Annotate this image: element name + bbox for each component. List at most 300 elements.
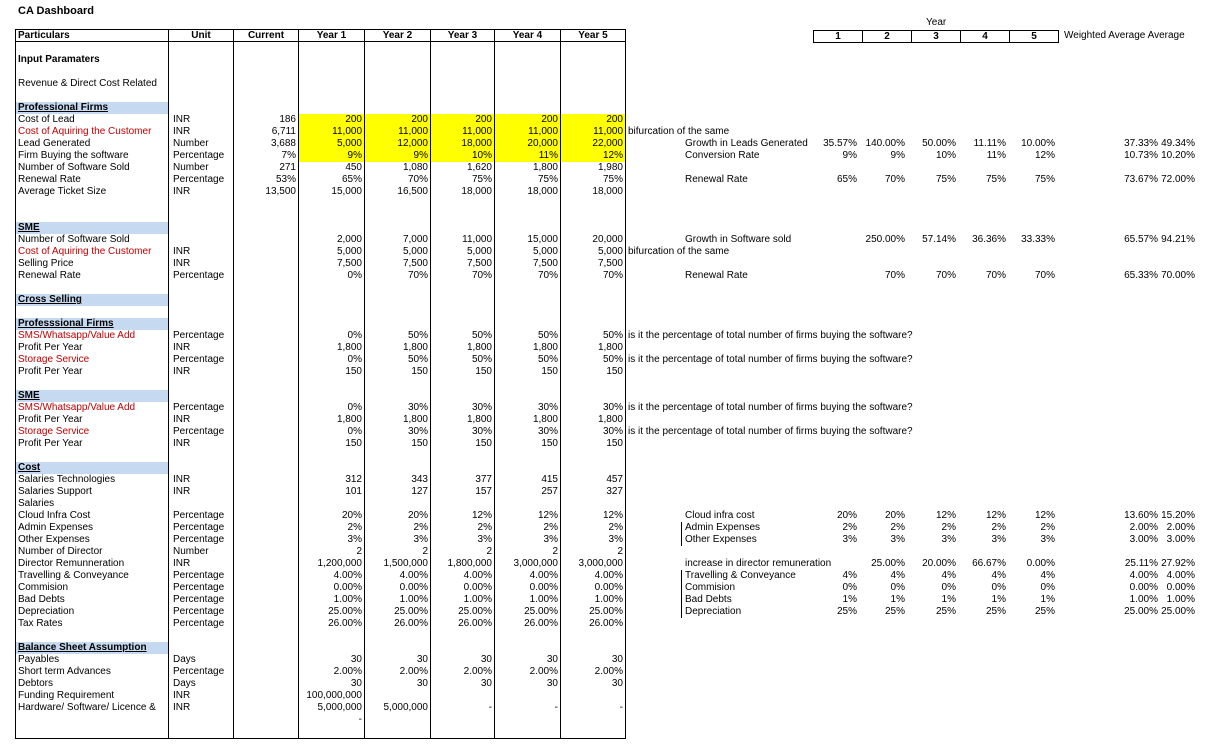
year-4-cell[interactable]: [495, 54, 561, 66]
current-cell[interactable]: [234, 558, 299, 570]
metric-year-5[interactable]: 12%: [1034, 150, 1055, 161]
metric-year-2[interactable]: 0%: [890, 582, 905, 593]
metric-year-3[interactable]: 70%: [935, 270, 956, 281]
unit-cell[interactable]: [169, 498, 234, 510]
year-3-cell[interactable]: 12%: [431, 510, 495, 522]
year-2-cell[interactable]: 30: [365, 678, 431, 690]
unit-cell[interactable]: INR: [169, 438, 234, 450]
metric-weighted-average[interactable]: 4.00%: [1129, 570, 1158, 581]
year-5-cell[interactable]: 30: [561, 678, 626, 690]
metric-year-2[interactable]: 3%: [890, 534, 905, 545]
year-2-cell[interactable]: [365, 498, 431, 510]
current-cell[interactable]: [234, 678, 299, 690]
year-5-cell[interactable]: [561, 498, 626, 510]
year-5-cell[interactable]: 30%: [561, 402, 626, 414]
year-4-cell[interactable]: 25.00%: [495, 606, 561, 618]
metric-year-3[interactable]: 10%: [935, 150, 956, 161]
year-1-cell[interactable]: 101: [299, 486, 365, 498]
year-3-cell[interactable]: 7,500: [431, 258, 495, 270]
year-3-cell[interactable]: 200: [431, 114, 495, 126]
unit-cell[interactable]: [169, 210, 234, 222]
year-4-cell[interactable]: 0.00%: [495, 582, 561, 594]
year-3-cell[interactable]: 4.00%: [431, 570, 495, 582]
metric-year-5[interactable]: 2%: [1040, 522, 1055, 533]
unit-cell[interactable]: INR: [169, 342, 234, 354]
year-3-cell[interactable]: [431, 90, 495, 102]
metric-year-3[interactable]: 4%: [941, 570, 956, 581]
metric-average[interactable]: 0.00%: [1166, 582, 1195, 593]
year-2-cell[interactable]: 2.00%: [365, 666, 431, 678]
metric-year-5[interactable]: 0%: [1040, 582, 1055, 593]
year-2-cell[interactable]: 11,000: [365, 126, 431, 138]
year-header-4[interactable]: 4: [961, 31, 1010, 43]
current-cell[interactable]: [234, 654, 299, 666]
year-2-cell[interactable]: 30%: [365, 426, 431, 438]
year-4-cell[interactable]: [495, 714, 561, 726]
current-cell[interactable]: [234, 270, 299, 282]
year-5-cell[interactable]: 50%: [561, 354, 626, 366]
year-2-cell[interactable]: 3%: [365, 534, 431, 546]
year-2-cell[interactable]: 16,500: [365, 186, 431, 198]
row-label[interactable]: SME: [16, 390, 169, 402]
unit-cell[interactable]: Percentage: [169, 618, 234, 630]
year-2-cell[interactable]: 50%: [365, 354, 431, 366]
year-4-cell[interactable]: [495, 726, 561, 739]
row-label[interactable]: [16, 282, 169, 294]
metric-average[interactable]: 94.21%: [1161, 234, 1195, 245]
metric-year-2[interactable]: 2%: [890, 522, 905, 533]
year-1-cell[interactable]: 0%: [299, 270, 365, 282]
year-5-cell[interactable]: 50%: [561, 330, 626, 342]
metric-weighted-average[interactable]: 0.00%: [1129, 582, 1158, 593]
row-label[interactable]: [16, 450, 169, 462]
unit-cell[interactable]: Number: [169, 162, 234, 174]
metric-year-2[interactable]: 9%: [890, 150, 905, 161]
year-4-cell[interactable]: 3%: [495, 534, 561, 546]
unit-cell[interactable]: INR: [169, 690, 234, 702]
row-label[interactable]: [16, 66, 169, 78]
year-2-cell[interactable]: 30: [365, 654, 431, 666]
row-label[interactable]: Admin Expenses: [16, 522, 169, 534]
year-4-cell[interactable]: 200: [495, 114, 561, 126]
year-2-cell[interactable]: 5,000,000: [365, 702, 431, 714]
metric-year-5[interactable]: 25%: [1034, 606, 1055, 617]
current-cell[interactable]: 6,711: [234, 126, 299, 138]
year-2-cell[interactable]: 12,000: [365, 138, 431, 150]
year-3-cell[interactable]: [431, 690, 495, 702]
row-label[interactable]: Tax Rates: [16, 618, 169, 630]
metric-year-2[interactable]: 25%: [884, 606, 905, 617]
unit-cell[interactable]: INR: [169, 246, 234, 258]
metric-year-5[interactable]: 1%: [1040, 594, 1055, 605]
year-2-cell[interactable]: [365, 210, 431, 222]
year-2-cell[interactable]: 2: [365, 546, 431, 558]
year-4-cell[interactable]: 12%: [495, 510, 561, 522]
year-3-cell[interactable]: [431, 54, 495, 66]
unit-cell[interactable]: Percentage: [169, 534, 234, 546]
year-2-cell[interactable]: 70%: [365, 174, 431, 186]
year-3-cell[interactable]: [431, 390, 495, 402]
year-4-cell[interactable]: 50%: [495, 354, 561, 366]
year-3-cell[interactable]: 50%: [431, 330, 495, 342]
year-2-cell[interactable]: 7,000: [365, 234, 431, 246]
metric-weighted-average[interactable]: 13.60%: [1124, 510, 1158, 521]
row-label[interactable]: Salaries Technologies: [16, 474, 169, 486]
year-5-cell[interactable]: 1.00%: [561, 594, 626, 606]
year-5-cell[interactable]: 5,000: [561, 246, 626, 258]
year-3-cell[interactable]: 2%: [431, 522, 495, 534]
header-year-3[interactable]: Year 3: [431, 30, 495, 42]
year-2-cell[interactable]: [365, 726, 431, 739]
year-5-cell[interactable]: [561, 210, 626, 222]
header-unit[interactable]: Unit: [169, 30, 234, 42]
year-1-cell[interactable]: [299, 42, 365, 55]
year-1-cell[interactable]: 3%: [299, 534, 365, 546]
current-cell[interactable]: [234, 282, 299, 294]
row-label[interactable]: Hardware/ Software/ Licence &: [16, 702, 169, 714]
year-2-cell[interactable]: [365, 294, 431, 306]
year-3-cell[interactable]: [431, 726, 495, 739]
year-5-cell[interactable]: 150: [561, 366, 626, 378]
year-1-cell[interactable]: [299, 462, 365, 474]
year-header-3[interactable]: 3: [912, 31, 961, 43]
metric-year-1[interactable]: 1%: [842, 594, 857, 605]
metric-year-3[interactable]: 3%: [941, 534, 956, 545]
current-cell[interactable]: [234, 234, 299, 246]
year-3-cell[interactable]: 1.00%: [431, 594, 495, 606]
year-3-cell[interactable]: [431, 282, 495, 294]
metric-year-2[interactable]: 70%: [884, 270, 905, 281]
year-4-cell[interactable]: 150: [495, 438, 561, 450]
current-cell[interactable]: [234, 426, 299, 438]
metric-year-3[interactable]: 50.00%: [922, 138, 956, 149]
current-cell[interactable]: 13,500: [234, 186, 299, 198]
current-cell[interactable]: [234, 102, 299, 114]
year-4-cell[interactable]: 30%: [495, 426, 561, 438]
year-3-cell[interactable]: 26.00%: [431, 618, 495, 630]
unit-cell[interactable]: Percentage: [169, 522, 234, 534]
year-5-cell[interactable]: 30%: [561, 426, 626, 438]
current-cell[interactable]: [234, 246, 299, 258]
metric-year-5[interactable]: 10.00%: [1021, 138, 1055, 149]
row-label[interactable]: Profit Per Year: [16, 414, 169, 426]
year-4-cell[interactable]: 2%: [495, 522, 561, 534]
year-1-cell[interactable]: [299, 282, 365, 294]
current-cell[interactable]: [234, 42, 299, 55]
current-cell[interactable]: 53%: [234, 174, 299, 186]
unit-cell[interactable]: INR: [169, 474, 234, 486]
year-1-cell[interactable]: 1,800: [299, 414, 365, 426]
current-cell[interactable]: 7%: [234, 150, 299, 162]
current-cell[interactable]: [234, 702, 299, 714]
year-4-cell[interactable]: 11,000: [495, 126, 561, 138]
year-1-cell[interactable]: [299, 90, 365, 102]
row-label[interactable]: Professsional Firms: [16, 318, 169, 330]
year-3-cell[interactable]: 30: [431, 654, 495, 666]
year-4-cell[interactable]: 18,000: [495, 186, 561, 198]
unit-cell[interactable]: [169, 390, 234, 402]
year-1-cell[interactable]: 450: [299, 162, 365, 174]
year-1-cell[interactable]: 200: [299, 114, 365, 126]
year-5-cell[interactable]: [561, 294, 626, 306]
year-4-cell[interactable]: [495, 378, 561, 390]
year-5-cell[interactable]: 3%: [561, 534, 626, 546]
year-4-cell[interactable]: 3,000,000: [495, 558, 561, 570]
year-5-cell[interactable]: 2%: [561, 522, 626, 534]
row-label[interactable]: [16, 378, 169, 390]
year-2-cell[interactable]: [365, 222, 431, 234]
year-1-cell[interactable]: 26.00%: [299, 618, 365, 630]
year-3-cell[interactable]: [431, 642, 495, 654]
row-label[interactable]: Balance Sheet Assumption: [16, 642, 169, 654]
row-label[interactable]: Cost of Lead: [16, 114, 169, 126]
year-3-cell[interactable]: [431, 630, 495, 642]
year-4-cell[interactable]: 70%: [495, 270, 561, 282]
unit-cell[interactable]: [169, 222, 234, 234]
row-label[interactable]: Other Expenses: [16, 534, 169, 546]
year-3-cell[interactable]: 5,000: [431, 246, 495, 258]
year-1-cell[interactable]: 4.00%: [299, 570, 365, 582]
current-cell[interactable]: [234, 378, 299, 390]
metric-year-2[interactable]: 1%: [890, 594, 905, 605]
metric-year-2[interactable]: 20%: [884, 510, 905, 521]
unit-cell[interactable]: [169, 282, 234, 294]
header-particulars[interactable]: Particulars: [16, 30, 169, 42]
current-cell[interactable]: [234, 354, 299, 366]
year-5-cell[interactable]: [561, 306, 626, 318]
year-5-cell[interactable]: [561, 54, 626, 66]
current-cell[interactable]: [234, 342, 299, 354]
year-2-cell[interactable]: [365, 42, 431, 55]
year-3-cell[interactable]: 150: [431, 366, 495, 378]
year-4-cell[interactable]: [495, 462, 561, 474]
metric-year-5[interactable]: 70%: [1034, 270, 1055, 281]
metric-year-3[interactable]: 75%: [935, 174, 956, 185]
year-5-cell[interactable]: -: [561, 702, 626, 714]
year-1-cell[interactable]: 1,200,000: [299, 558, 365, 570]
year-4-cell[interactable]: 2.00%: [495, 666, 561, 678]
row-label[interactable]: Profit Per Year: [16, 438, 169, 450]
row-label[interactable]: Profit Per Year: [16, 366, 169, 378]
year-2-cell[interactable]: [365, 282, 431, 294]
row-label[interactable]: SMS/Whatsapp/Value Add: [16, 402, 169, 414]
metric-year-3[interactable]: 12%: [935, 510, 956, 521]
year-5-cell[interactable]: [561, 282, 626, 294]
row-label[interactable]: [16, 630, 169, 642]
metric-average[interactable]: 49.34%: [1161, 138, 1195, 149]
row-label[interactable]: SMS/Whatsapp/Value Add: [16, 330, 169, 342]
row-label[interactable]: Storage Service: [16, 354, 169, 366]
row-label[interactable]: Number of Software Sold: [16, 162, 169, 174]
year-4-cell[interactable]: 1,800: [495, 414, 561, 426]
metric-weighted-average[interactable]: 25.00%: [1124, 606, 1158, 617]
current-cell[interactable]: [234, 318, 299, 330]
year-1-cell[interactable]: 2.00%: [299, 666, 365, 678]
year-4-cell[interactable]: 7,500: [495, 258, 561, 270]
year-1-cell[interactable]: 0.00%: [299, 582, 365, 594]
year-2-cell[interactable]: [365, 390, 431, 402]
row-label[interactable]: Cross Selling: [16, 294, 169, 306]
year-4-cell[interactable]: [495, 90, 561, 102]
metric-year-2[interactable]: 140.00%: [865, 138, 905, 149]
year-1-cell[interactable]: 1.00%: [299, 594, 365, 606]
year-1-cell[interactable]: 30: [299, 654, 365, 666]
year-header-5[interactable]: 5: [1010, 31, 1059, 43]
year-5-cell[interactable]: 1,800: [561, 342, 626, 354]
metric-year-4[interactable]: 75%: [985, 174, 1006, 185]
year-3-cell[interactable]: 18,000: [431, 186, 495, 198]
year-1-cell[interactable]: [299, 102, 365, 114]
current-cell[interactable]: [234, 438, 299, 450]
year-4-cell[interactable]: [495, 198, 561, 210]
year-4-cell[interactable]: [495, 630, 561, 642]
year-2-cell[interactable]: [365, 198, 431, 210]
year-1-cell[interactable]: [299, 390, 365, 402]
unit-cell[interactable]: [169, 642, 234, 654]
metric-year-3[interactable]: 57.14%: [922, 234, 956, 245]
current-cell[interactable]: [234, 78, 299, 90]
metric-year-3[interactable]: 20.00%: [922, 558, 956, 569]
current-cell[interactable]: 186: [234, 114, 299, 126]
metric-average[interactable]: 15.20%: [1161, 510, 1195, 521]
year-3-cell[interactable]: 0.00%: [431, 582, 495, 594]
year-4-cell[interactable]: 5,000: [495, 246, 561, 258]
unit-cell[interactable]: [169, 66, 234, 78]
metric-year-4[interactable]: 2%: [991, 522, 1006, 533]
year-3-cell[interactable]: 11,000: [431, 234, 495, 246]
year-4-cell[interactable]: [495, 450, 561, 462]
metric-average[interactable]: 4.00%: [1166, 570, 1195, 581]
year-2-cell[interactable]: 5,000: [365, 246, 431, 258]
year-5-cell[interactable]: 150: [561, 438, 626, 450]
metric-weighted-average[interactable]: 3.00%: [1129, 534, 1158, 545]
year-2-cell[interactable]: 1,080: [365, 162, 431, 174]
year-5-cell[interactable]: [561, 102, 626, 114]
row-label[interactable]: Selling Price: [16, 258, 169, 270]
year-1-cell[interactable]: 20%: [299, 510, 365, 522]
year-2-cell[interactable]: 343: [365, 474, 431, 486]
year-1-cell[interactable]: 150: [299, 366, 365, 378]
year-1-cell[interactable]: 5,000,000: [299, 702, 365, 714]
year-1-cell[interactable]: 2,000: [299, 234, 365, 246]
year-1-cell[interactable]: [299, 318, 365, 330]
row-label[interactable]: Revenue & Direct Cost Related: [16, 78, 169, 90]
year-1-cell[interactable]: 312: [299, 474, 365, 486]
row-label[interactable]: [16, 210, 169, 222]
year-4-cell[interactable]: 1.00%: [495, 594, 561, 606]
year-2-cell[interactable]: 26.00%: [365, 618, 431, 630]
current-cell[interactable]: 271: [234, 162, 299, 174]
metric-year-4[interactable]: 66.67%: [972, 558, 1006, 569]
year-5-cell[interactable]: [561, 462, 626, 474]
year-3-cell[interactable]: 30%: [431, 402, 495, 414]
unit-cell[interactable]: [169, 726, 234, 739]
metric-year-4[interactable]: 11.11%: [973, 138, 1006, 149]
year-1-cell[interactable]: 5,000: [299, 246, 365, 258]
unit-cell[interactable]: Percentage: [169, 666, 234, 678]
row-label[interactable]: Professional Firms: [16, 102, 169, 114]
year-2-cell[interactable]: [365, 462, 431, 474]
unit-cell[interactable]: Percentage: [169, 150, 234, 162]
year-3-cell[interactable]: [431, 306, 495, 318]
year-4-cell[interactable]: 30: [495, 678, 561, 690]
current-cell[interactable]: [234, 522, 299, 534]
year-4-cell[interactable]: -: [495, 702, 561, 714]
metric-year-4[interactable]: 70%: [985, 270, 1006, 281]
year-3-cell[interactable]: [431, 210, 495, 222]
row-label[interactable]: Number of Software Sold: [16, 234, 169, 246]
year-4-cell[interactable]: 1,800: [495, 342, 561, 354]
metric-average[interactable]: 72.00%: [1161, 174, 1195, 185]
year-1-cell[interactable]: [299, 210, 365, 222]
year-2-cell[interactable]: [365, 78, 431, 90]
year-4-cell[interactable]: [495, 306, 561, 318]
year-3-cell[interactable]: 30: [431, 678, 495, 690]
year-3-cell[interactable]: 2.00%: [431, 666, 495, 678]
year-3-cell[interactable]: -: [431, 702, 495, 714]
current-cell[interactable]: [234, 294, 299, 306]
year-3-cell[interactable]: 377: [431, 474, 495, 486]
year-2-cell[interactable]: [365, 90, 431, 102]
unit-cell[interactable]: [169, 90, 234, 102]
year-5-cell[interactable]: 4.00%: [561, 570, 626, 582]
year-5-cell[interactable]: 457: [561, 474, 626, 486]
year-header-2[interactable]: 2: [863, 31, 912, 43]
unit-cell[interactable]: [169, 234, 234, 246]
metric-weighted-average[interactable]: 1.00%: [1129, 594, 1158, 605]
year-1-cell[interactable]: [299, 54, 365, 66]
unit-cell[interactable]: Percentage: [169, 330, 234, 342]
year-2-cell[interactable]: 1,800: [365, 342, 431, 354]
year-1-cell[interactable]: [299, 498, 365, 510]
metric-year-1[interactable]: 20%: [836, 510, 857, 521]
current-cell[interactable]: [234, 258, 299, 270]
year-2-cell[interactable]: 150: [365, 438, 431, 450]
year-3-cell[interactable]: [431, 462, 495, 474]
year-3-cell[interactable]: 30%: [431, 426, 495, 438]
unit-cell[interactable]: Percentage: [169, 402, 234, 414]
metric-year-3[interactable]: 1%: [941, 594, 956, 605]
metric-year-1[interactable]: 0%: [842, 582, 857, 593]
year-2-cell[interactable]: [365, 306, 431, 318]
year-3-cell[interactable]: 75%: [431, 174, 495, 186]
current-cell[interactable]: [234, 726, 299, 739]
unit-cell[interactable]: INR: [169, 366, 234, 378]
current-cell[interactable]: [234, 630, 299, 642]
year-3-cell[interactable]: [431, 318, 495, 330]
row-label[interactable]: Director Remunneration: [16, 558, 169, 570]
row-label[interactable]: [16, 42, 169, 55]
metric-year-4[interactable]: 4%: [991, 570, 1006, 581]
year-5-cell[interactable]: [561, 378, 626, 390]
metric-year-1[interactable]: 4%: [842, 570, 857, 581]
year-4-cell[interactable]: [495, 690, 561, 702]
year-2-cell[interactable]: [365, 450, 431, 462]
year-1-cell[interactable]: 30: [299, 678, 365, 690]
metric-weighted-average[interactable]: 65.33%: [1124, 270, 1158, 281]
row-label[interactable]: Payables: [16, 654, 169, 666]
row-label[interactable]: Cost of Aquiring the Customer: [16, 126, 169, 138]
year-3-cell[interactable]: 18,000: [431, 138, 495, 150]
row-label[interactable]: Salaries Support: [16, 486, 169, 498]
year-2-cell[interactable]: 70%: [365, 270, 431, 282]
current-cell[interactable]: [234, 66, 299, 78]
row-label[interactable]: Number of Director: [16, 546, 169, 558]
year-2-cell[interactable]: 1,800: [365, 414, 431, 426]
current-cell[interactable]: [234, 666, 299, 678]
year-5-cell[interactable]: [561, 726, 626, 739]
metric-average[interactable]: 2.00%: [1166, 522, 1195, 533]
